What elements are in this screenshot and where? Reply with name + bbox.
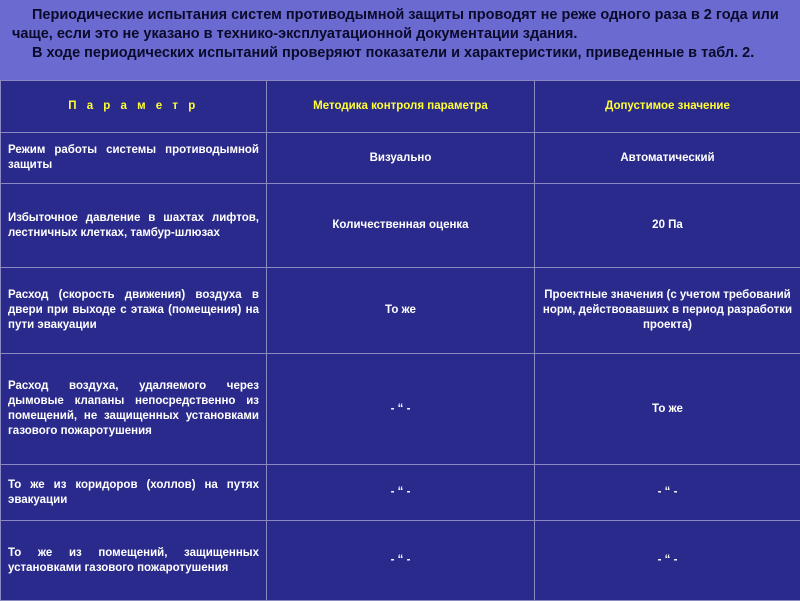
row-method: - “ - <box>267 465 535 521</box>
row-value: Автоматический <box>535 133 800 184</box>
table-row <box>1 521 800 601</box>
header-method: Методика контроля параметра <box>267 81 535 133</box>
parameters-table <box>0 80 800 601</box>
table-row <box>1 354 800 465</box>
row-parameter: Избыточное давление в шахтах лифтов, лестничных клетках, тамбур-шлюзах <box>1 184 267 268</box>
table-row <box>1 465 800 521</box>
row-parameter: Режим работы системы противодымной защиты <box>1 133 267 184</box>
row-method: - “ - <box>267 354 535 465</box>
table-row <box>1 133 800 184</box>
row-parameter: То же из коридоров (холлов) на путях эвакуации <box>1 465 267 521</box>
row-method: То же <box>267 268 535 354</box>
row-value: То же <box>535 354 800 465</box>
table-row <box>1 268 800 354</box>
intro-paragraph-1: Периодические испытания систем противодымной защиты проводят не реже одного раза в 2 года или чаще, если это не указано в технико-эксплуатационной документации здания. <box>12 6 794 44</box>
header-parameter: П а р а м е т р <box>1 81 267 133</box>
row-value: Проектные значения (с учетом требований норм, действовавших в период разработки проекта) <box>535 268 800 354</box>
table-header-row <box>1 81 800 133</box>
row-method: Количественная оценка <box>267 184 535 268</box>
row-value: - “ - <box>535 521 800 601</box>
row-parameter: Расход воздуха, удаляемого через дымовые клапаны непосредственно из помещений, не защищенных установками газового пожаротушения <box>1 354 267 465</box>
intro-paragraph-2: В ходе периодических испытаний проверяют показатели и характеристики, приведенные в табл. 2. <box>12 44 794 63</box>
intro-text <box>0 0 800 80</box>
row-value: 20 Па <box>535 184 800 268</box>
row-method: Визуально <box>267 133 535 184</box>
row-parameter: То же из помещений, защищенных установками газового пожаротушения <box>1 521 267 601</box>
row-value: - “ - <box>535 465 800 521</box>
header-value: Допустимое значение <box>535 81 800 133</box>
row-parameter: Расход (скорость движения) воздуха в двери при выходе с этажа (помещения) на пути эвакуации <box>1 268 267 354</box>
row-method: - “ - <box>267 521 535 601</box>
table-row <box>1 184 800 268</box>
